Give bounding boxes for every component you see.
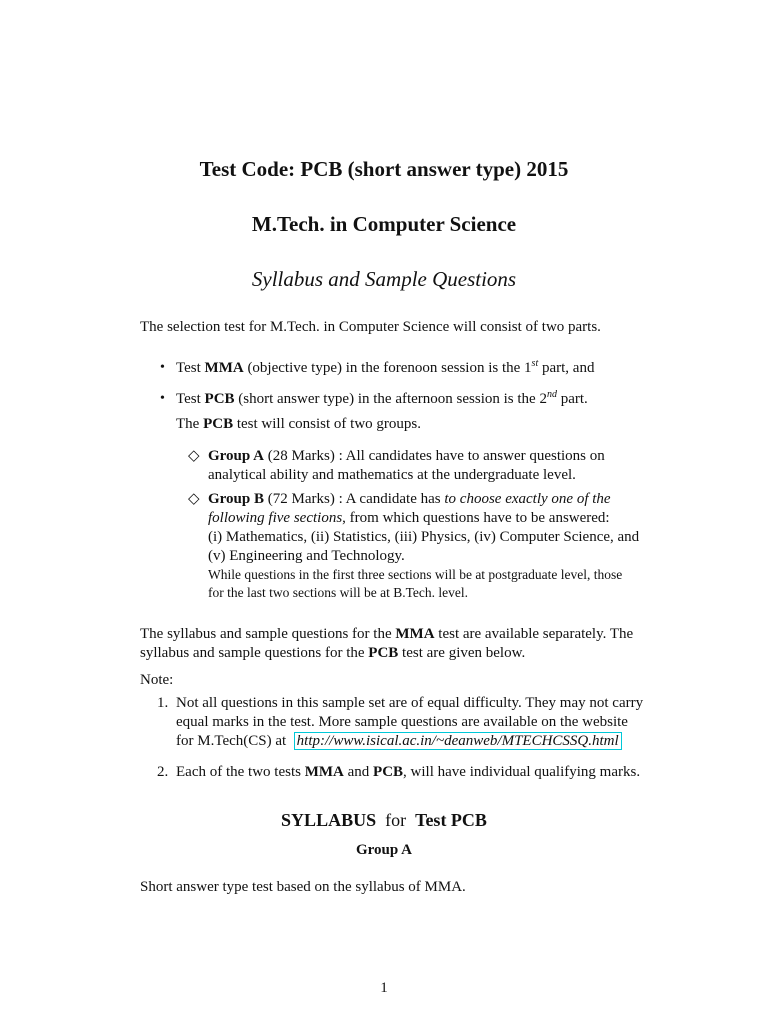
program-name: M.Tech. in Computer Science bbox=[251, 212, 517, 236]
note-2-number: 2. bbox=[157, 764, 169, 780]
group-a-heading: Group A bbox=[356, 842, 412, 858]
syllabus-text: Short answer type test based on the syllabus of MMA. bbox=[140, 879, 466, 895]
group-b-description: Group B (72 Marks) : A candidate has to choose exactly one of the following five sections, from which questions have to be answered: (i) Mathematics, (ii) Statistics, (iii) Physics, (iv) Computer Science, and (v) Engineering and Technology. bbox=[208, 491, 640, 564]
part-1-item: Test MMA (objective type) in the forenoon session is the 1st part, and bbox=[176, 358, 595, 376]
syllabus-heading: SYLLABUS for Test PCB bbox=[281, 810, 487, 830]
document-title: Test Code: PCB (short answer type) 2015 bbox=[199, 157, 569, 181]
pcb-intro: The PCB test will consist of two groups. bbox=[176, 416, 421, 432]
group-a-description: Group A (28 Marks) : All candidates have to answer questions on analytical ability and mathematics at the undergraduate level. bbox=[208, 448, 605, 483]
note-label: Note: bbox=[140, 672, 174, 688]
note-1-number: 1. bbox=[157, 695, 169, 711]
part-2-item: Test PCB (short answer type) in the afternoon session is the 2nd part. bbox=[176, 389, 588, 407]
group-b-level-note: While questions in the first three sections will be at postgraduate level, those for the last two sections will be at B.Tech. level. bbox=[208, 567, 623, 600]
website-link[interactable]: http://www.isical.ac.in/~deanweb/MTECHCSSQ.html bbox=[294, 732, 622, 750]
page-number: 1 bbox=[380, 980, 388, 996]
note-2-text: Each of the two tests MMA and PCB, will have individual qualifying marks. bbox=[176, 764, 641, 780]
bullet-icon: • bbox=[160, 360, 165, 375]
diamond-icon: ◇ bbox=[188, 448, 200, 464]
diamond-icon: ◇ bbox=[188, 491, 200, 507]
note-1-text: Not all questions in this sample set are of equal difficulty. They may not carry equal marks in the test. More sample questions are available on the website for M.Tech(CS) at http://www.isical.ac.in/~deanweb/MTECHCSSQ.html bbox=[176, 695, 644, 749]
bullet-icon: • bbox=[160, 391, 165, 406]
document-subtitle: Syllabus and Sample Questions bbox=[251, 267, 517, 291]
intro-paragraph: The selection test for M.Tech. in Computer Science will consist of two parts. bbox=[140, 319, 601, 335]
availability-paragraph: The syllabus and sample questions for the MMA test are available separately. The syllabus and sample questions for the PCB test are given below. bbox=[140, 626, 634, 661]
